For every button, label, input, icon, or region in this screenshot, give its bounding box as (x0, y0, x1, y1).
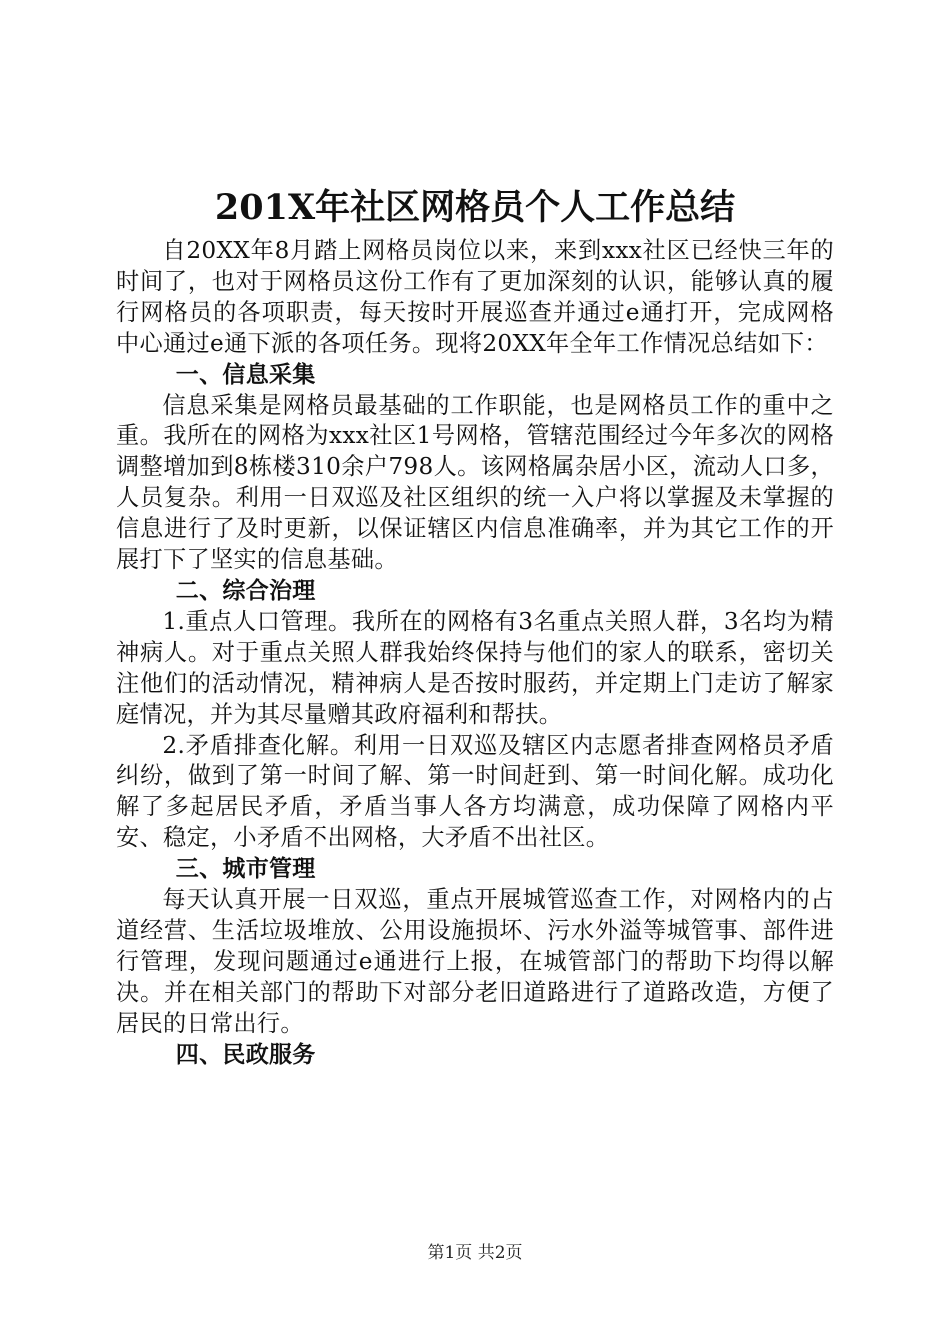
section-heading-city-management: 三、城市管理 (175, 856, 316, 883)
section-heading-civil-affairs: 四、民政服务 (175, 1041, 316, 1068)
document-title: 201X年社区网格员个人工作总结 (214, 187, 736, 228)
section-heading-info-collection: 一、信息采集 (175, 361, 316, 388)
section-paragraph: 1.重点人口管理。我所在的网格有3名重点关照人群，3名均为精神病人。对于重点关照人群我始终保持与他们的家人的联系，密切关注他们的活动情况，精神病人是否按时服药，并定期上门走访了解家庭情况，并为其尽量赠其政府福利和帮扶。 (116, 607, 834, 728)
page-footer: 第1页 共2页 (427, 1243, 523, 1263)
document-body (116, 236, 834, 1070)
section-paragraph: 2.矛盾排查化解。利用一日双巡及辖区内志愿者排查网格员矛盾纠纷，做到了第一时间了解、第一时间赶到、第一时间化解。成功化解了多起居民矛盾，矛盾当事人各方均满意，成功保障了网格内平安、稳定，小矛盾不出网格，大矛盾不出社区。 (116, 731, 834, 852)
section-paragraph: 每天认真开展一日双巡，重点开展城管巡查工作，对网格内的占道经营、生活垃圾堆放、公用设施损坏、污水外溢等城管事、部件进行管理，发现问题通过e通进行上报，在城管部门的帮助下均得以解决。并在相关部门的帮助下对部分老旧道路进行了道路改造，方便了居民的日常出行。 (116, 886, 834, 1037)
intro-paragraph: 自20XX年8月踏上网格员岗位以来，来到xxx社区已经快三年的时间了，也对于网格员这份工作有了更加深刻的认识，能够认真的履行网格员的各项职责，每天按时开展巡查并通过e通打开，完成网格中心通过e通下派的各项任务。现将20XX年全年工作情况总结如下： (116, 237, 834, 357)
section-paragraph: 信息采集是网格员最基础的工作职能，也是网格员工作的重中之重。我所在的网格为xxx社区1号网格，管辖范围经过今年多次的网格调整增加到8栋楼310余户798人。该网格属杂居小区，流动人口多，人员复杂。利用一日双巡及社区组织的统一入户将以掌握及未掌握的信息进行了及时更新，以保证辖区内信息准确率，并为其它工作的开展打下了坚实的信息基础。 (116, 391, 834, 574)
section-heading-comprehensive-governance: 二、综合治理 (175, 577, 316, 604)
